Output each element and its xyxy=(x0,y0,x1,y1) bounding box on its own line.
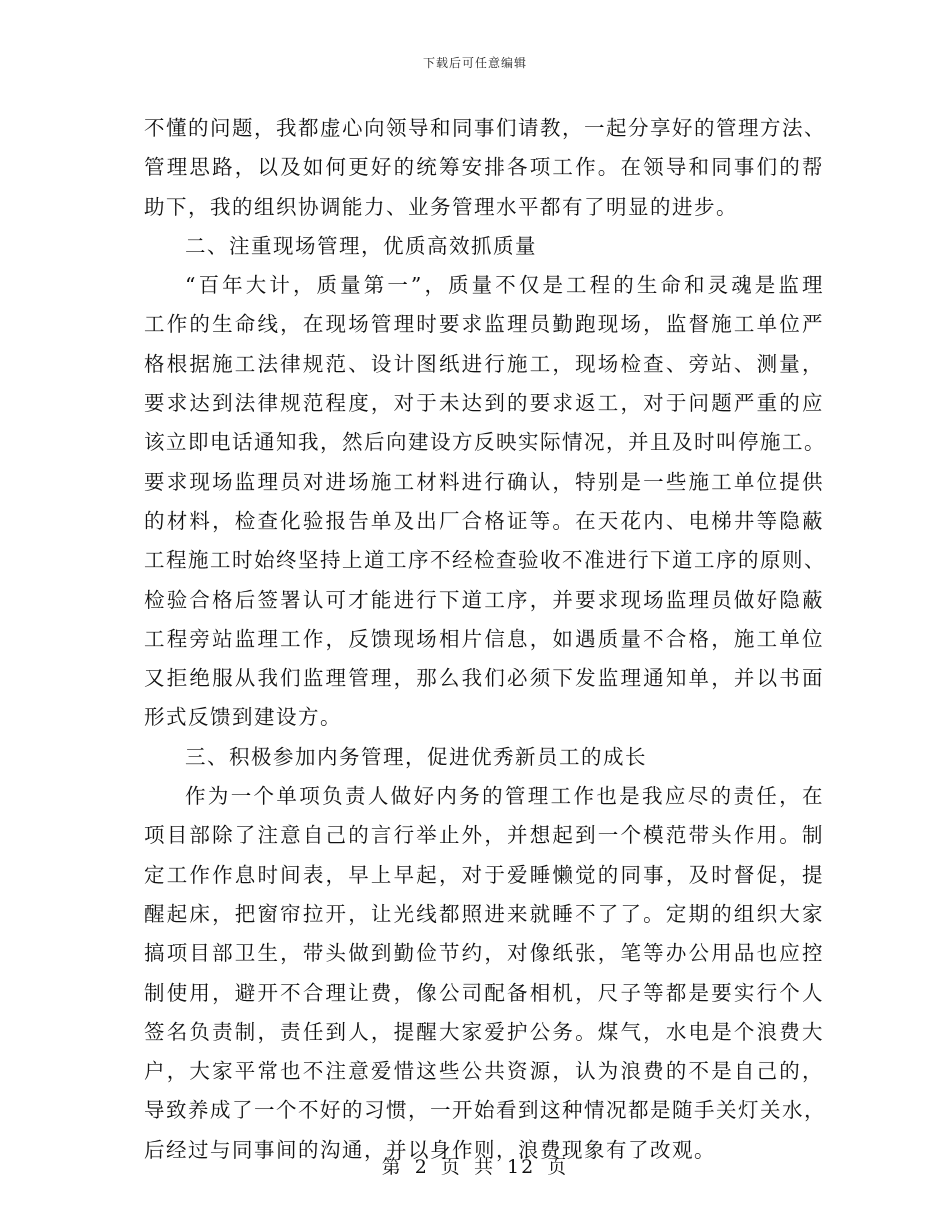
body-line: 工程旁站监理工作，反馈现场相片信息，如遇质量不合格，施工单位 xyxy=(144,626,824,651)
body-line: 作为一个单项负责人做好内务的管理工作也是我应尽的责任，在 xyxy=(185,784,824,809)
body-line: 户，大家平常也不注意爱惜这些公共资源，认为浪费的不是自己的， xyxy=(144,1059,824,1084)
body-line: 醒起床，把窗帘拉开，让光线都照进来就睡不了了。定期的组织大家 xyxy=(144,901,824,926)
body-line: 不懂的问题，我都虚心向领导和同事们请教，一起分享好的管理方法、 xyxy=(144,116,826,140)
body-line: 工作的生命线，在现场管理时要求监理员勤跑现场，监督施工单位严 xyxy=(144,312,824,337)
section-heading: 二、注重现场管理，优质高效抓质量 xyxy=(185,233,537,258)
body-line: 后经过与同事间的沟通，并以身作则，浪费现象有了改观。 xyxy=(144,1137,716,1162)
section-heading: 三、积极参加内务管理，促进优秀新员工的成长 xyxy=(185,744,647,769)
body-line: 工程施工时始终坚持上道工序不经检查验收不准进行下道工序的原则、 xyxy=(144,548,826,573)
body-line: 的材料，检查化验报告单及出厂合格证等。在天花内、电梯井等隐蔽 xyxy=(144,508,824,533)
body-line: 格根据施工法律规范、设计图纸进行施工，现场检查、旁站、测量， xyxy=(144,351,824,376)
body-line: 导致养成了一个不好的习惯，一开始看到这种情况都是随手关灯关水， xyxy=(144,1098,826,1123)
body-line: 管理思路，以及如何更好的统筹安排各项工作。在领导和同事们的帮 xyxy=(144,155,824,180)
page-footer: 第 2 页 共 12 页 xyxy=(381,1156,569,1178)
body-line: “百年大计，质量第一”，质量不仅是工程的生命和灵魂是监理 xyxy=(185,273,824,298)
document-body xyxy=(144,109,824,1170)
body-line: 搞项目部卫生，带头做到勤俭节约，对像纸张，笔等办公用品也应控 xyxy=(144,941,824,966)
body-line: 制使用，避开不合理让费，像公司配备相机，尺子等都是要实行个人 xyxy=(144,980,824,1005)
body-line: 要求达到法律规范程度，对于未达到的要求返工，对于问题严重的应 xyxy=(144,391,824,416)
body-line: 该立即电话通知我，然后向建设方反映实际情况，并且及时叫停施工。 xyxy=(144,430,826,455)
body-line: 签名负责制，责任到人，提醒大家爱护公务。煤气，水电是个浪费大 xyxy=(144,1019,824,1044)
body-line: 助下，我的组织协调能力、业务管理水平都有了明显的进步。 xyxy=(144,194,738,219)
body-line: 定工作作息时间表，早上早起，对于爱睡懒觉的同事，及时督促，提 xyxy=(144,862,824,887)
body-line: 形式反馈到建设方。 xyxy=(144,705,342,730)
body-line: 检验合格后签署认可才能进行下道工序，并要求现场监理员做好隐蔽 xyxy=(144,587,824,612)
page-header: 下载后可任意编辑 xyxy=(422,56,527,70)
body-line: 要求现场监理员对进场施工材料进行确认，特别是一些施工单位提供 xyxy=(144,469,824,494)
body-line: 项目部除了注意自己的言行举止外，并想起到一个模范带头作用。制 xyxy=(144,823,824,848)
body-line: 又拒绝服从我们监理管理，那么我们必须下发监理通知单，并以书面 xyxy=(144,666,824,691)
